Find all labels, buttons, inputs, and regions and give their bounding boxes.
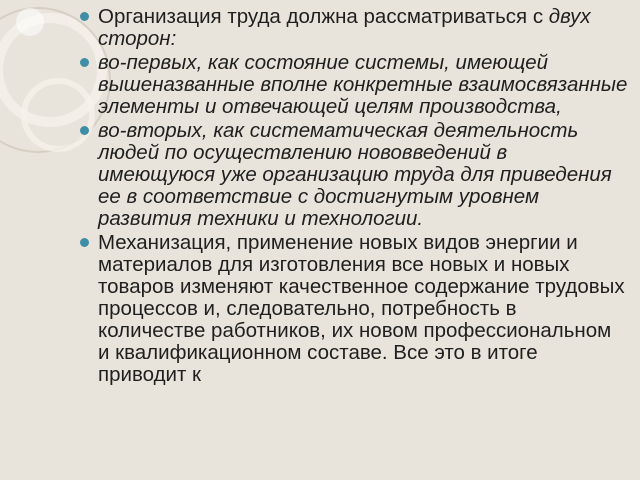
bullet-item-2 [80, 52, 628, 118]
bullet-item-4 [80, 232, 628, 386]
bullet-dot [80, 12, 89, 21]
bullet-text-1 [98, 6, 628, 50]
bullet-dot [80, 58, 89, 67]
bullet-text-regular: Организация труда должна рассматриваться с [98, 5, 549, 28]
bullet-text-3: во-вторых, как систематическая деятельность людей по осуществлению нововведений в имеющуюся уже организацию труда для приведения ее в соответствие с достигнутым уровнем развития техники и технологии. [98, 119, 612, 230]
bullet-text-2: во-первых, как состояние системы, имеющей вышеназванные вполне конкретные взаимосвязанные элементы и отвечающей целям производства, [98, 51, 628, 118]
bullet-dot [80, 126, 89, 135]
bullet-dot [80, 238, 89, 247]
bullet-text-4: Механизация, применение новых видов энергии и материалов для изготовления все новых и новых товаров изменяют качественное содержание трудовых процессов и, следовательно, потребность в количестве работников, их новом профессиональном и квалификационном составе. Все это в итоге приводит к [98, 231, 625, 386]
slide-content [80, 6, 628, 388]
bullet-item-3 [80, 120, 628, 230]
bullet-item-1 [80, 6, 628, 50]
decor-circle-small [16, 8, 44, 36]
bullet-text-italic: двух сторон: [98, 5, 591, 50]
